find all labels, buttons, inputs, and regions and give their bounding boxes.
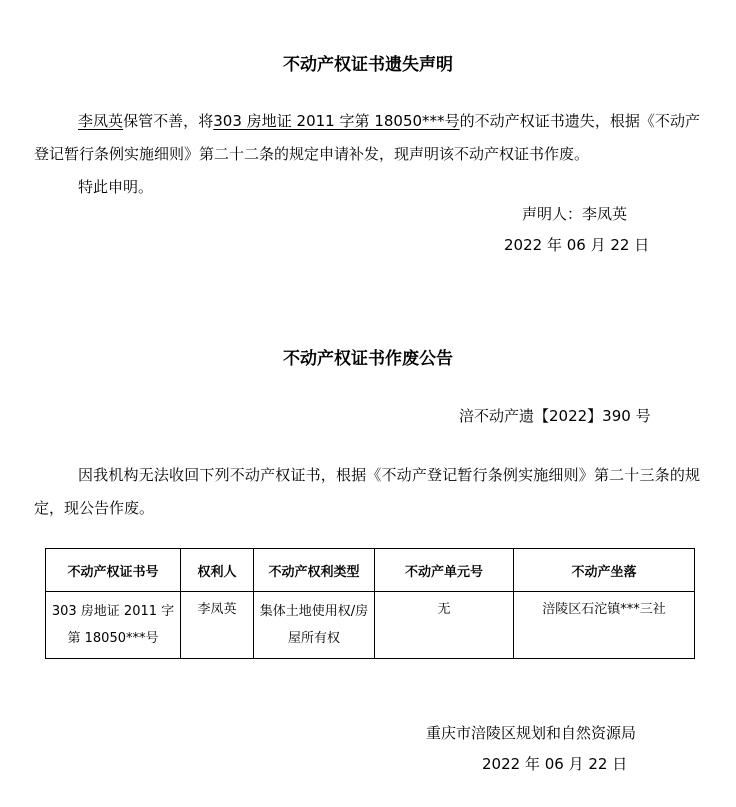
- header-certificate-number: 不动产权证书号: [46, 549, 181, 592]
- certificate-table: [45, 548, 695, 659]
- table-header-row: [46, 549, 695, 592]
- declaration-date: 2022 年 06 月 22 日: [504, 236, 650, 254]
- header-right-holder: 权利人: [181, 549, 254, 592]
- special-statement: 特此申明。: [78, 178, 154, 196]
- announcement-body: 因我机构无法收回下列不动产权证书，根据《不动产登记暂行条例实施细则》第二十三条的规定，现公告作废。: [34, 466, 700, 517]
- announcement-title: 不动产权证书作废公告: [283, 349, 453, 369]
- cell-location: 涪陵区石沱镇***三社: [514, 592, 695, 659]
- owner-text: 保管不善，将: [123, 112, 214, 130]
- cell-certificate-number: 303 房地证 2011 字第 18050***号: [46, 592, 181, 659]
- header-unit-number: 不动产单元号: [375, 549, 514, 592]
- cell-unit-number: 无: [375, 592, 514, 659]
- declaration-paragraph: [34, 105, 700, 171]
- owner-name: 李凤英: [78, 112, 124, 130]
- issuer-name: 重庆市涪陵区规划和自然资源局: [426, 724, 637, 742]
- header-right-type: 不动产权利类型: [254, 549, 375, 592]
- header-location: 不动产坐落: [514, 549, 695, 592]
- declaration-title: 不动产权证书遗失声明: [283, 55, 453, 75]
- declaration-text: 的不动产权证书遗失，根据《不动产登记暂行条例实施细则》第二十二条的规定申请补发，现声明该不动产权证书作废。: [34, 112, 700, 163]
- table-row: [46, 592, 695, 659]
- declarant-line: 声明人：李凤英: [522, 205, 628, 223]
- cell-right-type: 集体土地使用权/房屋所有权: [254, 592, 375, 659]
- certificate-number: 303 房地证 2011 字第 18050***号: [213, 112, 460, 130]
- announcement-date: 2022 年 06 月 22 日: [482, 755, 628, 773]
- cell-right-holder: 李凤英: [181, 592, 254, 659]
- announcement-number: 涪不动产遗【2022】390 号: [459, 407, 651, 425]
